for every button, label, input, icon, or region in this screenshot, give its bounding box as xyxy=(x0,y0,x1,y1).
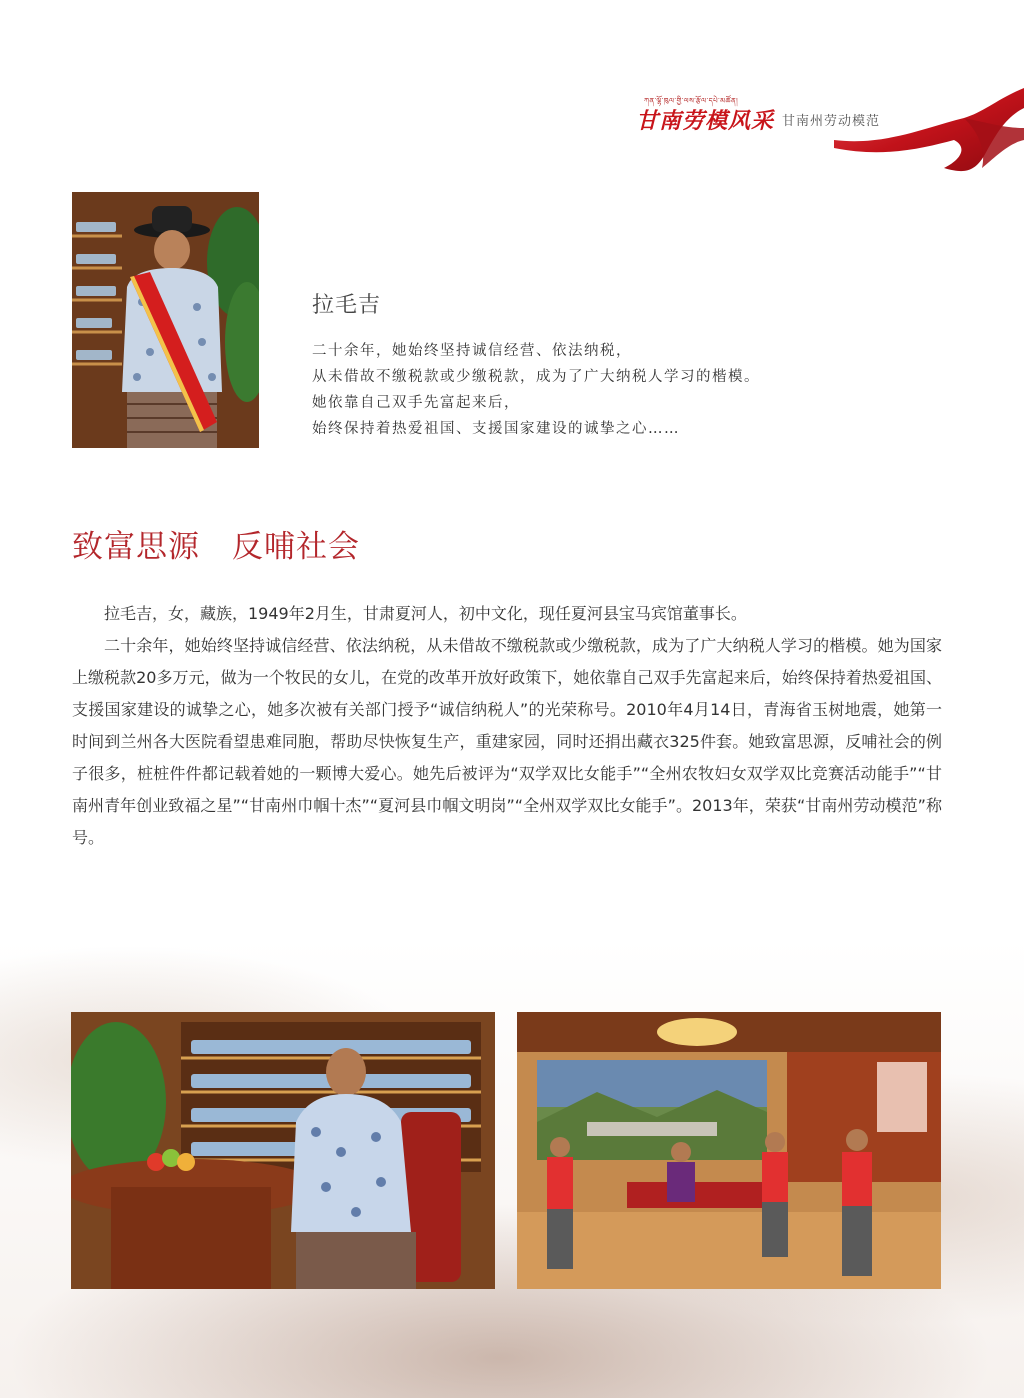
intro-line: 从未借故不缴税款或少缴税款，成为了广大纳税人学习的楷模。 xyxy=(312,369,760,385)
intro-line: 她依靠自己双手先富起来后， xyxy=(312,395,520,411)
intro-line: 二十余年，她始终坚持诚信经营、依法纳税， xyxy=(312,343,632,359)
portrait-photo xyxy=(72,192,259,448)
person-name: 拉毛吉 xyxy=(312,293,382,318)
section-title: 致富思源 反哺社会 xyxy=(72,529,360,565)
red-ribbon-decoration xyxy=(814,88,1024,178)
photo-seated-at-table xyxy=(71,1012,495,1289)
brand-title: 甘南劳模风采 xyxy=(636,108,775,134)
body-paragraph: 二十余年，她始终坚持诚信经营、依法纳税，从未借故不缴税款或少缴税款，成为了广大纳税人学习的楷模。她为国家上缴税款20多万元，做为一个牧民的女儿，在党的改革开放好政策下，她依靠自己双手先富起来后，始终保持着热爱祖国、支援国家建设的诚挚之心，她多次被有关部门授予“诚信纳税人”的光荣称号。2010年4月14日，青海省玉树地震，她第一时间到兰州各大医院看望患难同胞，帮助尽快恢复生产，重建家园，同时还捐出藏衣325件套。她致富思源，反哺社会的例子很多，桩桩件件都记载着她的一颗博大爱心。她先后被评为“双学双比女能手”“全州农牧妇女双学双比竞赛活动能手”“甘南州青年创业致福之星”“甘南州巾帼十杰”“夏河县巾帼文明岗”“全州双学双比女能手”。2013年，荣获“甘南州劳动模范”称号。 xyxy=(72,636,942,847)
photo-hotel-lobby xyxy=(517,1012,941,1289)
body-paragraph: 拉毛吉，女，藏族，1949年2月生，甘肃夏河人，初中文化，现任夏河县宝马宾馆董事长。 xyxy=(104,604,747,623)
tibetan-header-text: ཀན་ལྷོ་ཁུལ་གྱི་ལས་རྩོལ་དཔེ་མཚོན། xyxy=(644,97,739,105)
article-body xyxy=(72,598,942,854)
intro-quote xyxy=(312,338,760,442)
page-header xyxy=(636,88,1024,178)
brand-subtitle: 甘南州劳动模范 xyxy=(782,114,881,129)
intro-line: 始终保持着热爱祖国、支援国家建设的诚挚之心…… xyxy=(312,421,680,437)
